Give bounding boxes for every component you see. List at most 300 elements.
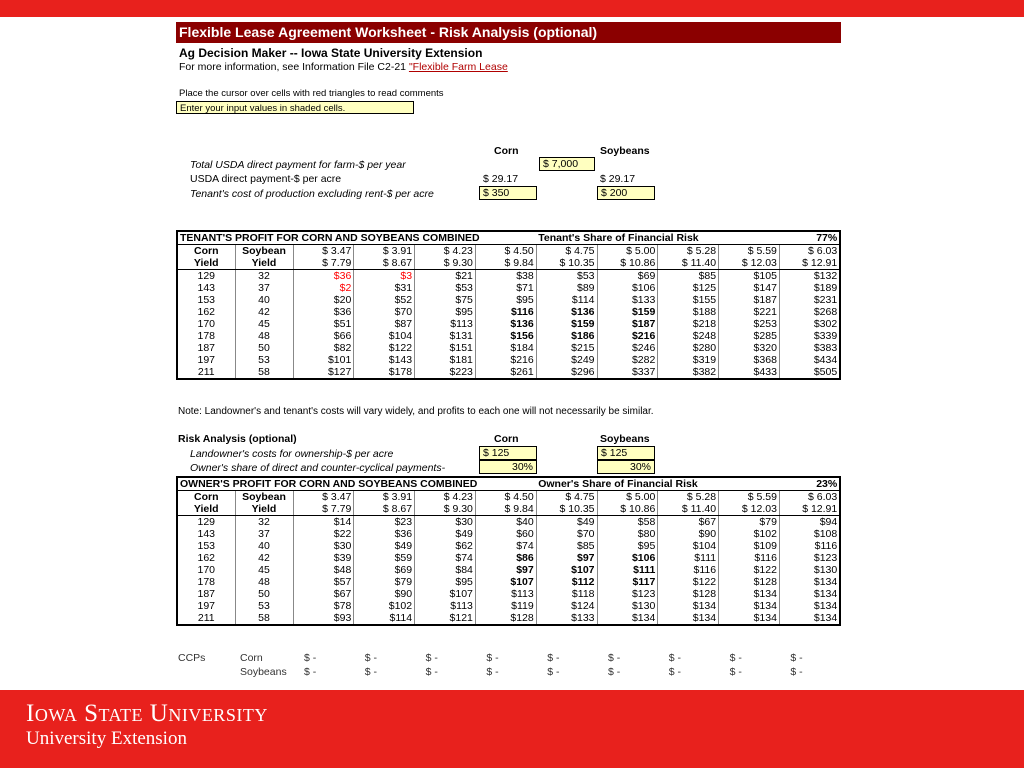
- tenant-soy-price: $ 8.67: [354, 257, 415, 270]
- tenant-profit-cell: $296: [536, 366, 597, 379]
- tenant-soy-yield: 32: [235, 270, 293, 283]
- tenant-soy-yield: 37: [235, 282, 293, 294]
- owner-profit-cell: $49: [354, 540, 415, 552]
- ccp-cell: $ -: [608, 666, 621, 678]
- owner-table-title: OWNER'S PROFIT FOR CORN AND SOYBEANS COMBINED: [177, 477, 536, 491]
- tenant-soy-price: $ 9.30: [415, 257, 476, 270]
- owner-profit-table: [176, 476, 841, 626]
- owner-profit-cell: $118: [536, 588, 597, 600]
- tenant-soy-price: $ 11.40: [658, 257, 719, 270]
- owner-soy-yield: 32: [235, 516, 293, 529]
- tenant-profit-cell: $178: [354, 366, 415, 379]
- tenant-profit-cell: $2: [293, 282, 354, 294]
- owner-profit-cell: $58: [597, 516, 658, 529]
- owner-data-row: [177, 588, 840, 600]
- owner-profit-cell: $124: [536, 600, 597, 612]
- inputs-row2-corn: $ 29.17: [483, 173, 519, 185]
- owner-profit-cell: $109: [719, 540, 780, 552]
- owner-profit-cell: $30: [415, 516, 476, 529]
- owner-soy-yield: 40: [235, 540, 293, 552]
- tenant-profit-cell: $131: [415, 330, 476, 342]
- owner-profit-cell: $93: [293, 612, 354, 625]
- tenant-corn-yield: 187: [197, 342, 216, 354]
- owner-profit-cell: $134: [779, 588, 840, 600]
- owner-profit-cell: $107: [415, 588, 476, 600]
- tenant-profit-cell: $3: [354, 270, 415, 283]
- tenant-data-row: [177, 330, 840, 342]
- tenant-share-value: 77%: [779, 231, 840, 245]
- owner-profit-cell: $49: [415, 528, 476, 540]
- owner-share-soy-input[interactable]: 30%: [597, 460, 655, 474]
- owner-corn-price: $ 6.03: [779, 491, 840, 504]
- tenant-corn-price: $ 6.03: [779, 245, 840, 258]
- owner-profit-cell: $113: [475, 588, 536, 600]
- owner-profit-cell: $134: [597, 612, 658, 625]
- tenant-profit-cell: $95: [415, 306, 476, 318]
- tenant-profit-cell: $133: [597, 294, 658, 306]
- info-link[interactable]: "Flexible Farm Lease: [408, 61, 508, 73]
- owner-profit-cell: $62: [415, 540, 476, 552]
- tenant-soy-yield: 48: [235, 330, 293, 342]
- owner-corn-price: $ 3.91: [354, 491, 415, 504]
- owner-profit-cell: $86: [475, 552, 536, 564]
- tenant-profit-cell: $382: [658, 366, 719, 379]
- owner-profit-cell: $94: [779, 516, 840, 529]
- owner-corn-price: $ 3.47: [293, 491, 354, 504]
- risk-soy-header: Soybeans: [600, 433, 650, 445]
- tenant-profit-cell: $147: [719, 282, 780, 294]
- owner-corn-yield: 170: [197, 564, 216, 576]
- tenant-profit-cell: $95: [475, 294, 536, 306]
- university-logo-text: Iowa State University: [26, 700, 268, 727]
- owner-profit-cell: $134: [719, 600, 780, 612]
- ccp-cell: $ -: [547, 652, 560, 664]
- owner-cost-soy-input[interactable]: $ 125: [597, 446, 655, 460]
- ccps-row-soybeans: Soybeans: [240, 666, 287, 678]
- owner-corn-price: $ 5.28: [658, 491, 719, 504]
- tenant-profit-cell: $87: [354, 318, 415, 330]
- owner-soy-price: $ 10.35: [536, 503, 597, 516]
- owner-data-row: [177, 600, 840, 612]
- tenant-profit-cell: $122: [354, 342, 415, 354]
- tenant-profit-cell: $337: [597, 366, 658, 379]
- tenant-profit-cell: $223: [415, 366, 476, 379]
- owner-profit-cell: $102: [354, 600, 415, 612]
- owner-col-soy-yield: Yield: [235, 503, 293, 516]
- owner-corn-yield: 197: [197, 600, 216, 612]
- owner-profit-cell: $23: [354, 516, 415, 529]
- owner-soy-yield: 50: [235, 588, 293, 600]
- owner-profit-cell: $67: [658, 516, 719, 529]
- tenant-profit-cell: $155: [658, 294, 719, 306]
- tenant-profit-cell: $339: [779, 330, 840, 342]
- owner-profit-cell: $49: [536, 516, 597, 529]
- inputs-row3-label: Tenant's cost of production excluding rent-$ per acre: [190, 188, 434, 200]
- tenant-profit-cell: $36: [293, 270, 354, 283]
- tenant-profit-cell: $71: [475, 282, 536, 294]
- owner-data-row: [177, 528, 840, 540]
- tenant-corn-price: $ 3.47: [293, 245, 354, 258]
- tenant-cost-soy-input[interactable]: $ 200: [597, 186, 655, 200]
- owner-profit-cell: $133: [536, 612, 597, 625]
- tenant-soy-price-row: [177, 257, 840, 270]
- info-line: [179, 61, 508, 73]
- tenant-profit-cell: $189: [779, 282, 840, 294]
- tenant-soy-yield: 45: [235, 318, 293, 330]
- owner-corn-price: $ 4.75: [536, 491, 597, 504]
- owner-data-row: [177, 612, 840, 625]
- tenant-profit-cell: $216: [597, 330, 658, 342]
- tenant-profit-cell: $216: [475, 354, 536, 366]
- owner-profit-cell: $104: [658, 540, 719, 552]
- inputs-corn-header: Corn: [494, 145, 519, 157]
- tenant-profit-cell: $70: [354, 306, 415, 318]
- top-accent-bar: [0, 0, 1024, 17]
- owner-profit-cell: $80: [597, 528, 658, 540]
- inputs-row1-label: Total USDA direct payment for farm-$ per year: [190, 159, 406, 171]
- tenant-profit-cell: $53: [415, 282, 476, 294]
- owner-profit-cell: $95: [415, 576, 476, 588]
- tenant-soy-price: $ 9.84: [475, 257, 536, 270]
- tenant-profit-cell: $52: [354, 294, 415, 306]
- tenant-profit-cell: $75: [415, 294, 476, 306]
- ccp-cell: $ -: [304, 652, 317, 664]
- owner-data-row: [177, 540, 840, 552]
- owner-profit-cell: $116: [779, 540, 840, 552]
- owner-profit-cell: $69: [354, 564, 415, 576]
- tenant-profit-cell: $159: [536, 318, 597, 330]
- ccp-cell: $ -: [486, 666, 499, 678]
- inputs-row2-soy: $ 29.17: [600, 173, 636, 185]
- owner-profit-cell: $111: [658, 552, 719, 564]
- tenant-profit-cell: $69: [597, 270, 658, 283]
- tenant-profit-cell: $53: [536, 270, 597, 283]
- owner-data-row: [177, 552, 840, 564]
- tenant-soy-yield: 40: [235, 294, 293, 306]
- tenant-profit-cell: $383: [779, 342, 840, 354]
- owner-soy-price: $ 11.40: [658, 503, 719, 516]
- owner-share-corn-input[interactable]: 30%: [479, 460, 537, 474]
- owner-profit-cell: $116: [658, 564, 719, 576]
- owner-profit-cell: $85: [536, 540, 597, 552]
- input-note: Enter your input values in shaded cells.: [176, 101, 414, 114]
- owner-profit-cell: $122: [719, 564, 780, 576]
- worksheet-title: Flexible Lease Agreement Worksheet - Risk Analysis (optional): [176, 22, 841, 43]
- tenant-profit-cell: $282: [597, 354, 658, 366]
- owner-profit-cell: $107: [536, 564, 597, 576]
- owner-profit-cell: $84: [415, 564, 476, 576]
- ccp-cell: $ -: [729, 652, 742, 664]
- tenant-cost-corn-input[interactable]: $ 350: [479, 186, 537, 200]
- tenant-corn-yield: 170: [197, 318, 216, 330]
- owner-profit-cell: $123: [779, 552, 840, 564]
- tenant-profit-cell: $268: [779, 306, 840, 318]
- owner-data-row: [177, 576, 840, 588]
- owner-col-soybean: Soybean: [235, 491, 293, 504]
- owner-profit-cell: $130: [779, 564, 840, 576]
- owner-profit-cell: $134: [658, 612, 719, 625]
- tenant-profit-cell: $31: [354, 282, 415, 294]
- owner-share-label: Owner's Share of Financial Risk: [536, 477, 779, 491]
- tenant-profit-cell: $143: [354, 354, 415, 366]
- owner-soy-price: $ 8.67: [354, 503, 415, 516]
- tenant-profit-cell: $38: [475, 270, 536, 283]
- owner-soy-yield: 37: [235, 528, 293, 540]
- owner-corn-price: $ 5.00: [597, 491, 658, 504]
- owner-profit-cell: $122: [658, 576, 719, 588]
- tenant-profit-cell: $132: [779, 270, 840, 283]
- tenant-profit-cell: $221: [719, 306, 780, 318]
- tenant-soy-yield: 42: [235, 306, 293, 318]
- info-prefix: For more information, see Information File C2-21: [179, 61, 409, 73]
- tenant-col-soy-yield: Yield: [235, 257, 293, 270]
- ccp-cell: $ -: [425, 666, 438, 678]
- owner-profit-cell: $79: [354, 576, 415, 588]
- inputs-soy-header: Soybeans: [600, 145, 650, 157]
- tenant-profit-cell: $261: [475, 366, 536, 379]
- tenant-col-corn: Corn: [194, 245, 219, 257]
- tenant-profit-table: [176, 230, 841, 380]
- owner-profit-cell: $57: [293, 576, 354, 588]
- owner-corn-yield: 162: [197, 552, 216, 564]
- tenant-data-row: [177, 270, 840, 283]
- tenant-profit-cell: $156: [475, 330, 536, 342]
- owner-profit-cell: $39: [293, 552, 354, 564]
- tenant-table-title: TENANT'S PROFIT FOR CORN AND SOYBEANS COMBINED: [177, 231, 536, 245]
- owner-data-row: [177, 564, 840, 576]
- owner-soy-price: $ 7.79: [293, 503, 354, 516]
- inputs-row2-label: USDA direct payment-$ per acre: [190, 173, 342, 185]
- tenant-profit-cell: $302: [779, 318, 840, 330]
- tenant-corn-price: $ 5.59: [719, 245, 780, 258]
- tenant-profit-cell: $433: [719, 366, 780, 379]
- owner-soy-price: $ 9.30: [415, 503, 476, 516]
- total-payment-input[interactable]: $ 7,000: [539, 157, 595, 171]
- owner-profit-cell: $74: [475, 540, 536, 552]
- tenant-profit-cell: $125: [658, 282, 719, 294]
- ccp-cell: $ -: [790, 666, 803, 678]
- tenant-profit-cell: $218: [658, 318, 719, 330]
- owner-profit-cell: $97: [475, 564, 536, 576]
- owner-profit-cell: $134: [779, 612, 840, 625]
- owner-profit-cell: $70: [536, 528, 597, 540]
- tenant-profit-cell: $114: [536, 294, 597, 306]
- owner-profit-cell: $134: [779, 600, 840, 612]
- footer-bar: [0, 690, 1024, 768]
- tenant-note: Note: Landowner's and tenant's costs will vary widely, and profits to each one will not necessarily be similar.: [178, 406, 654, 417]
- owner-profit-cell: $59: [354, 552, 415, 564]
- ccp-cell: $ -: [790, 652, 803, 664]
- owner-soy-yield: 58: [235, 612, 293, 625]
- ccp-cell: $ -: [364, 652, 378, 664]
- owner-corn-price: $ 4.23: [415, 491, 476, 504]
- tenant-profit-cell: $113: [415, 318, 476, 330]
- owner-corn-yield: 129: [197, 516, 216, 528]
- ccp-cell: $ -: [608, 652, 621, 664]
- owner-profit-cell: $121: [415, 612, 476, 625]
- tenant-profit-cell: $246: [597, 342, 658, 354]
- owner-profit-cell: $123: [597, 588, 658, 600]
- owner-profit-cell: $134: [658, 600, 719, 612]
- owner-corn-yield: 153: [197, 540, 216, 552]
- ccp-cell: $ -: [425, 652, 438, 664]
- owner-col-corn-yield: Yield: [177, 503, 235, 516]
- tenant-profit-cell: $85: [658, 270, 719, 283]
- tenant-profit-cell: $136: [475, 318, 536, 330]
- tenant-profit-cell: $104: [354, 330, 415, 342]
- extension-text: University Extension: [26, 728, 187, 749]
- tenant-soy-price: $ 12.03: [719, 257, 780, 270]
- tenant-corn-yield: 129: [197, 270, 216, 282]
- tenant-col-corn-yield: Yield: [177, 257, 235, 270]
- tenant-profit-cell: $36: [293, 306, 354, 318]
- owner-profit-cell: $128: [658, 588, 719, 600]
- owner-corn-yield: 143: [197, 528, 216, 540]
- owner-profit-cell: $106: [597, 552, 658, 564]
- owner-profit-cell: $48: [293, 564, 354, 576]
- owner-col-corn: Corn: [194, 491, 219, 503]
- tenant-data-row: [177, 282, 840, 294]
- owner-data-row: [177, 516, 840, 529]
- tenant-corn-price: $ 5.00: [597, 245, 658, 258]
- ccp-cell: $ -: [668, 652, 682, 664]
- owner-profit-cell: $113: [415, 600, 476, 612]
- tenant-profit-cell: $127: [293, 366, 354, 379]
- ccp-cell: $ -: [547, 666, 560, 678]
- tenant-profit-cell: $187: [597, 318, 658, 330]
- tenant-profit-cell: $20: [293, 294, 354, 306]
- owner-cost-corn-input[interactable]: $ 125: [479, 446, 537, 460]
- owner-profit-cell: $128: [719, 576, 780, 588]
- ccp-cell: $ -: [364, 666, 378, 678]
- tenant-profit-cell: $188: [658, 306, 719, 318]
- tenant-soy-price: $ 12.91: [779, 257, 840, 270]
- tenant-profit-cell: $368: [719, 354, 780, 366]
- risk-row1-label: Landowner's costs for ownership-$ per acre: [190, 448, 394, 460]
- owner-soy-price: $ 12.91: [779, 503, 840, 516]
- tenant-profit-cell: $82: [293, 342, 354, 354]
- tenant-profit-cell: $434: [779, 354, 840, 366]
- tenant-profit-cell: $231: [779, 294, 840, 306]
- tenant-corn-price: $ 3.91: [354, 245, 415, 258]
- risk-corn-header: Corn: [494, 433, 519, 445]
- worksheet-subtitle: Ag Decision Maker -- Iowa State University Extension: [179, 46, 483, 60]
- owner-profit-cell: $112: [536, 576, 597, 588]
- tenant-profit-cell: $66: [293, 330, 354, 342]
- owner-profit-cell: $134: [719, 612, 780, 625]
- owner-profit-cell: $79: [719, 516, 780, 529]
- tenant-corn-yield: 162: [197, 306, 216, 318]
- tenant-profit-cell: $184: [475, 342, 536, 354]
- owner-corn-price-row: [177, 491, 840, 504]
- tenant-profit-cell: $253: [719, 318, 780, 330]
- ccp-cell: $ -: [729, 666, 742, 678]
- owner-corn-yield: 187: [197, 588, 216, 600]
- owner-profit-cell: $74: [415, 552, 476, 564]
- tenant-profit-cell: $101: [293, 354, 354, 366]
- owner-profit-cell: $119: [475, 600, 536, 612]
- owner-profit-cell: $130: [597, 600, 658, 612]
- tenant-profit-cell: $21: [415, 270, 476, 283]
- tenant-profit-cell: $285: [719, 330, 780, 342]
- tenant-profit-cell: $505: [779, 366, 840, 379]
- owner-profit-cell: $36: [354, 528, 415, 540]
- owner-soy-yield: 48: [235, 576, 293, 588]
- ccps-label: CCPs: [178, 652, 206, 664]
- tenant-profit-cell: $319: [658, 354, 719, 366]
- owner-soy-yield: 53: [235, 600, 293, 612]
- tenant-profit-cell: $136: [536, 306, 597, 318]
- tenant-data-row: [177, 318, 840, 330]
- owner-profit-cell: $102: [719, 528, 780, 540]
- owner-profit-cell: $95: [597, 540, 658, 552]
- tenant-corn-price-row: [177, 245, 840, 258]
- tenant-profit-cell: $248: [658, 330, 719, 342]
- tenant-profit-cell: $106: [597, 282, 658, 294]
- ccps-row-corn: Corn: [240, 652, 263, 664]
- tenant-corn-yield: 197: [197, 354, 216, 366]
- ccp-cell: $ -: [486, 652, 499, 664]
- owner-profit-cell: $67: [293, 588, 354, 600]
- owner-profit-cell: $14: [293, 516, 354, 529]
- owner-profit-cell: $30: [293, 540, 354, 552]
- tenant-data-row: [177, 294, 840, 306]
- owner-corn-yield: 211: [197, 612, 215, 624]
- tenant-profit-cell: $159: [597, 306, 658, 318]
- owner-profit-cell: $60: [475, 528, 536, 540]
- ccp-cell: $ -: [668, 666, 682, 678]
- risk-title: Risk Analysis (optional): [178, 433, 297, 445]
- risk-row2-label: Owner's share of direct and counter-cyclical payments-: [190, 462, 446, 474]
- tenant-data-row: [177, 366, 840, 379]
- owner-soy-price: $ 10.86: [597, 503, 658, 516]
- owner-profit-cell: $108: [779, 528, 840, 540]
- owner-corn-price: $ 4.50: [475, 491, 536, 504]
- tenant-corn-price: $ 4.23: [415, 245, 476, 258]
- tenant-soy-price: $ 7.79: [293, 257, 354, 270]
- tenant-corn-price: $ 4.50: [475, 245, 536, 258]
- owner-profit-cell: $78: [293, 600, 354, 612]
- owner-title-row: [177, 477, 840, 491]
- owner-profit-cell: $107: [475, 576, 536, 588]
- tenant-profit-cell: $181: [415, 354, 476, 366]
- tenant-soy-yield: 53: [235, 354, 293, 366]
- tenant-data-row: [177, 354, 840, 366]
- tenant-profit-cell: $51: [293, 318, 354, 330]
- owner-profit-cell: $116: [719, 552, 780, 564]
- tenant-profit-cell: $320: [719, 342, 780, 354]
- owner-profit-cell: $128: [475, 612, 536, 625]
- tenant-profit-cell: $105: [719, 270, 780, 283]
- tenant-corn-price: $ 5.28: [658, 245, 719, 258]
- tenant-corn-yield: 153: [197, 294, 216, 306]
- tenant-profit-cell: $249: [536, 354, 597, 366]
- owner-profit-cell: $22: [293, 528, 354, 540]
- tenant-data-row: [177, 306, 840, 318]
- owner-share-value: 23%: [779, 477, 840, 491]
- tenant-profit-cell: $215: [536, 342, 597, 354]
- tenant-col-soybean: Soybean: [235, 245, 293, 258]
- owner-profit-cell: $117: [597, 576, 658, 588]
- tenant-corn-yield: 211: [197, 366, 215, 378]
- owner-corn-yield: 178: [197, 576, 216, 588]
- cursor-note: Place the cursor over cells with red triangles to read comments: [179, 88, 444, 99]
- tenant-corn-yield: 143: [197, 282, 216, 294]
- ccp-cell: $ -: [304, 666, 317, 678]
- owner-soy-yield: 45: [235, 564, 293, 576]
- tenant-profit-cell: $186: [536, 330, 597, 342]
- owner-soy-price-row: [177, 503, 840, 516]
